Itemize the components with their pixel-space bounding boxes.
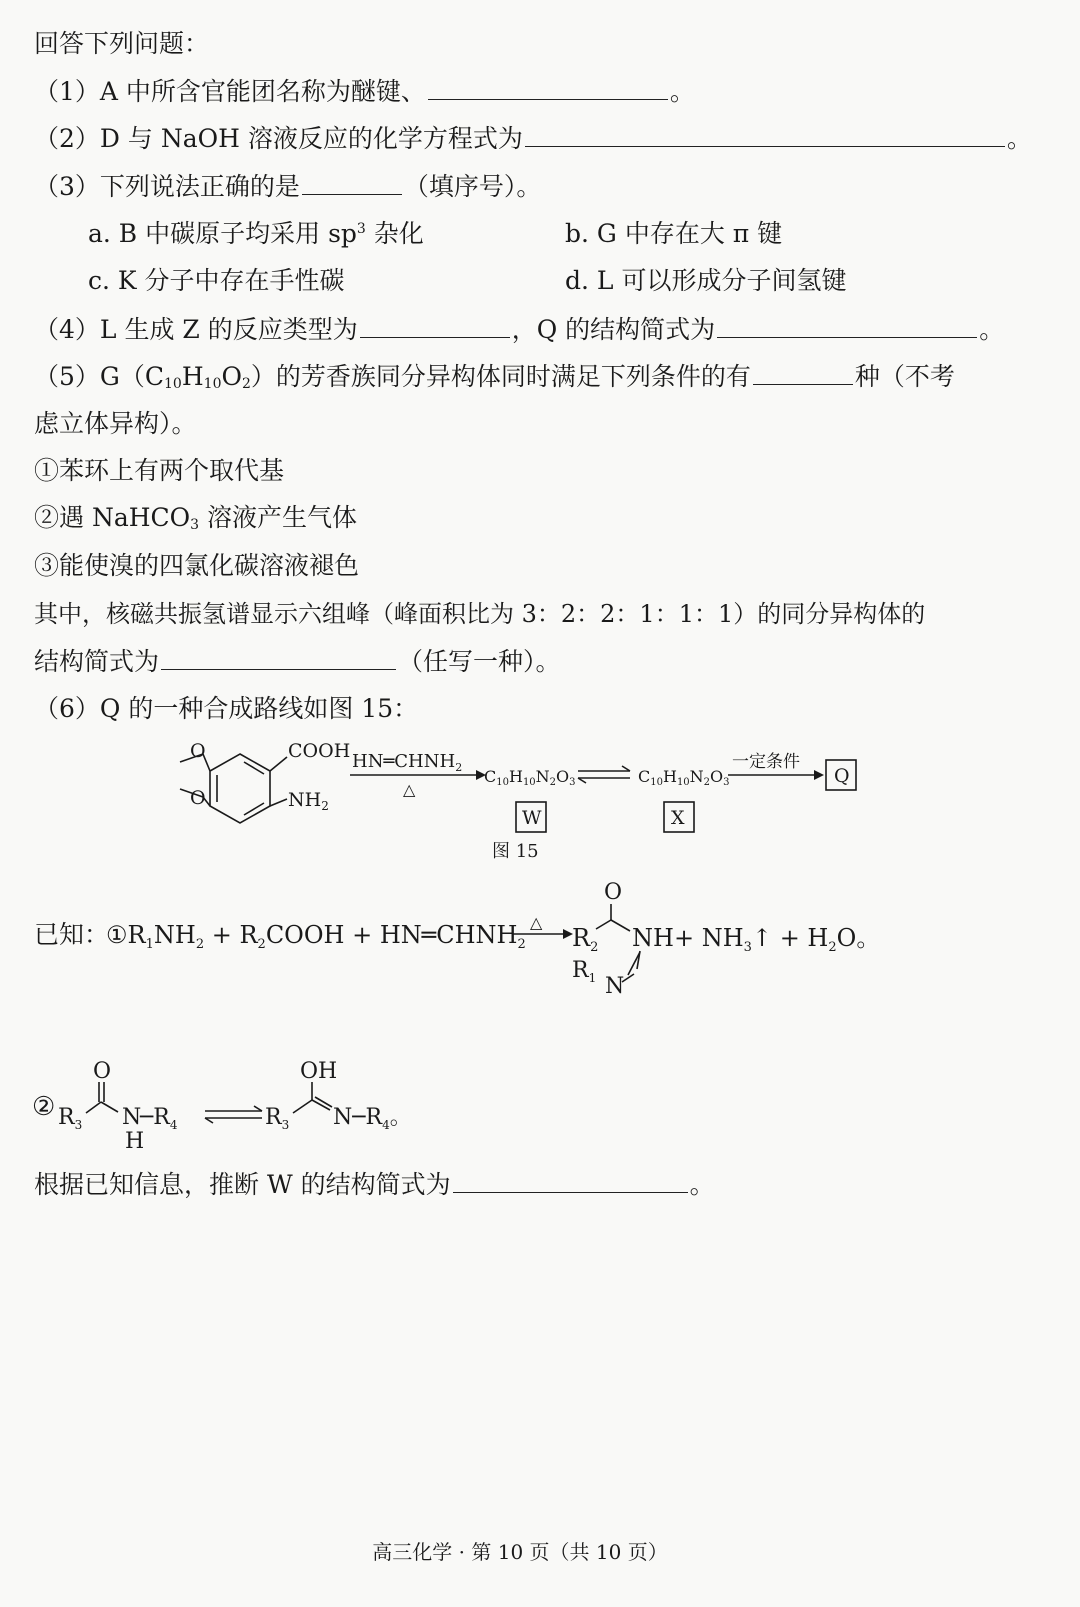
question-5-line2: 虑立体异构）。 (34, 409, 197, 438)
option-c: c. K 分子中存在手性碳 (88, 266, 345, 295)
known-label: 已知： (34, 920, 110, 949)
reagent-label: $HN═CHNH_2$ (352, 751, 463, 774)
eq2-n: N (122, 1105, 142, 1130)
eq2-r3b: $R_3$ (265, 1105, 290, 1132)
methoxy-o-top: O (190, 740, 206, 762)
cooh-label: COOH (288, 740, 351, 762)
eq2-r3: $R_3$ (58, 1105, 83, 1132)
eq2-nb: $N─R_4$。 (333, 1105, 412, 1132)
option-a: a. B 中碳原子均采用 $sp^3$ 杂化 (88, 219, 424, 248)
option-b: b. G 中存在大 π 键 (565, 219, 783, 248)
prod-r2: $R_2$ (572, 924, 599, 955)
methoxy-o-bottom: O (190, 787, 206, 809)
figure-caption: 图 15 (492, 841, 539, 862)
eq2-r4: $─R_4$ (140, 1105, 178, 1132)
known-eq1-reactants: $①R_1NH_2$ + $R_2COOH$ + $HN═CHNH_2$ (106, 921, 526, 952)
page-footer: 高三化学 · 第 10 页（共 10 页） (372, 1540, 668, 1564)
question-1: （1）A 中所含官能团名称为醚键、 。 (34, 77, 695, 106)
question-6: （6）Q 的一种合成路线如图 15： (34, 694, 419, 723)
prod-nh: NH (632, 924, 674, 952)
option-d: d. L 可以形成分子间氢键 (565, 266, 847, 295)
nh2-label: $NH_2$ (288, 789, 329, 813)
prod-o: O (604, 880, 623, 905)
box-q: Q (834, 765, 850, 787)
intro-line: 回答下列问题： (34, 29, 210, 58)
question-2: （2）D 与 NaOH 溶液反应的化学方程式为 。 (34, 124, 1032, 153)
heat-symbol: △ (403, 780, 416, 799)
nmr-line: 其中，核磁共振氢谱显示六组峰（峰面积比为 3：2：2：1：1：1）的同分异构体的 (34, 600, 926, 628)
box-w: W (522, 807, 542, 829)
question-4: （4）L 生成 Z 的反应类型为 ，Q 的结构简式为 。 (34, 315, 1005, 344)
condition-2: ②遇 NaHCO$_3$ 溶液产生气体 (34, 503, 358, 533)
question-5: $(5)G(C_{10}H_{10}O_2)$的芳香族同分异构体同时满足下列条件的有 种（不考 (34, 362, 955, 392)
known-eq2-num: ② (32, 1092, 56, 1122)
prod-r1: $R_1$ (572, 958, 597, 985)
eq2-oh: OH (300, 1059, 338, 1084)
condition-1: ①苯环上有两个取代基 (34, 456, 285, 485)
known-eq1-tail: + $NH_3↑ + H_2O$。 (674, 924, 881, 955)
formula-x: C10H10N2O3 (638, 767, 730, 788)
nmr-line2: 结构简式为 （任写一种）。 (34, 647, 561, 676)
question-6-end: 根据已知信息，推断 W 的结构简式为 。 (34, 1170, 715, 1199)
condition-label: 一定条件 (732, 752, 800, 772)
prod-n: N (605, 974, 625, 999)
known-heat: △ (530, 913, 543, 932)
box-x: X (671, 807, 685, 829)
formula-w: C10H10N2O3 (484, 767, 576, 788)
eq2-h: H (125, 1129, 145, 1154)
question-3: （3）下列说法正确的是 （填序号）。 (34, 172, 542, 201)
eq2-o: O (93, 1059, 112, 1084)
answer-blank-6[interactable] (453, 1168, 688, 1193)
condition-3: ③能使溴的四氯化碳溶液褪色 (34, 551, 360, 580)
